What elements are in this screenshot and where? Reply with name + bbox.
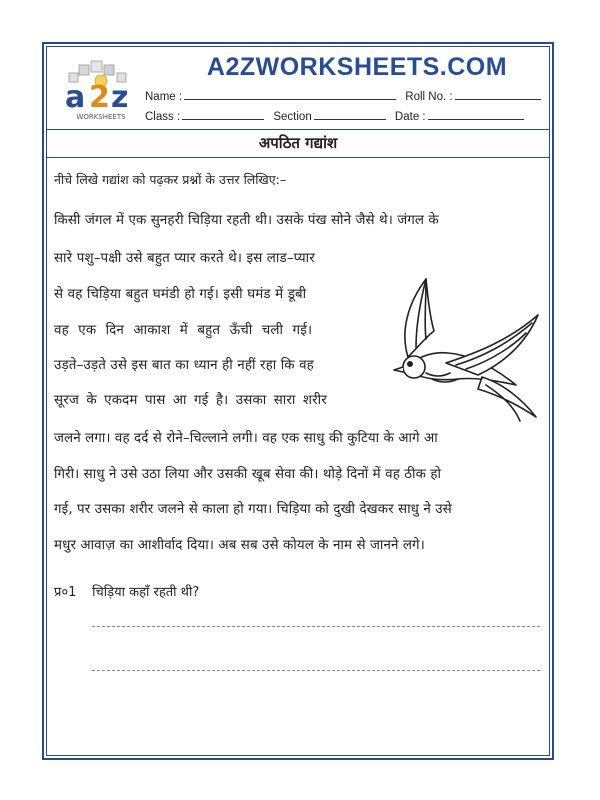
class-line[interactable] bbox=[182, 109, 264, 120]
roll-no-line[interactable] bbox=[455, 89, 541, 100]
worksheet-title: अपठित गद्यांश bbox=[258, 134, 338, 152]
class-label: Class : bbox=[145, 111, 181, 123]
passage-line: सूरज के एकदम पास आ गई है। उसका सारा शरीर bbox=[54, 393, 327, 408]
passage-line: वह एक दिन आकाश में बहुत ऊँची चली गई। bbox=[54, 323, 313, 338]
passage-line: जलने लगा। वह दर्द से रोने–चिल्लाने लगी। वह एक साधु की कुटिया के आगे आ bbox=[54, 431, 438, 446]
logo-subtext: WORKSHEETS bbox=[76, 113, 126, 121]
passage-line: उड़ते–उड़ते उसे इस बात का ध्यान ही नहीं रहा कि वह bbox=[54, 358, 314, 373]
section-label: Section bbox=[273, 111, 312, 123]
field-row-class bbox=[145, 109, 530, 123]
field-row-name bbox=[145, 89, 547, 103]
date-label: Date : bbox=[394, 111, 426, 123]
title-divider bbox=[47, 157, 549, 158]
swallow-bird-icon bbox=[386, 273, 544, 423]
section-line[interactable] bbox=[314, 109, 386, 120]
worksheet-header bbox=[47, 47, 549, 130]
site-title: A2ZWORKSHEETS.COM bbox=[206, 53, 508, 81]
passage-line: से वह चिड़िया बहुत घमंडी हो गई। इसी घमंड में डूबी bbox=[54, 287, 307, 302]
passage-line: मधुर आवाज़ का आशीर्वाद दिया। अब सब उसे कोयल के नाम से जानने लगे। bbox=[54, 538, 425, 553]
question-1 bbox=[54, 582, 199, 600]
passage-line: गिरी। साधु ने उसे उठा लिया और उसकी खूब सेवा की। थोड़े दिनों में वह ठीक हो bbox=[54, 467, 442, 482]
roll-no-label: Roll No. : bbox=[405, 91, 453, 103]
instruction-text: नीचे लिखे गद्यांश को पढ़कर प्रश्नों के उत्तर लिखिए:– bbox=[54, 172, 287, 187]
svg-text:2: 2 bbox=[89, 80, 110, 115]
passage-line: सारे पशु–पक्षी उसे बहुत प्यार करते थे। इस लाड–प्यार bbox=[54, 251, 315, 266]
date-line[interactable] bbox=[428, 109, 524, 120]
answer-line[interactable] bbox=[92, 626, 540, 627]
name-label: Name : bbox=[145, 91, 183, 103]
passage-line: किसी जंगल में एक सुनहरी चिड़िया रहती थी। उसके पंख सोने जैसे थे। जंगल के bbox=[54, 213, 439, 228]
answer-line[interactable] bbox=[92, 670, 540, 671]
question-number: प्र०1 bbox=[54, 585, 77, 600]
passage-line: गई, पर उसका शरीर जलने से काला हो गया। चिड़िया को दुखी देखकर साधु ने उसे bbox=[54, 502, 452, 517]
svg-text:a: a bbox=[65, 80, 86, 115]
a2z-logo-icon bbox=[59, 59, 143, 123]
svg-text:z: z bbox=[111, 80, 129, 115]
question-text: चिड़िया कहाँ रहती थी? bbox=[92, 585, 200, 600]
name-line[interactable] bbox=[184, 89, 396, 100]
